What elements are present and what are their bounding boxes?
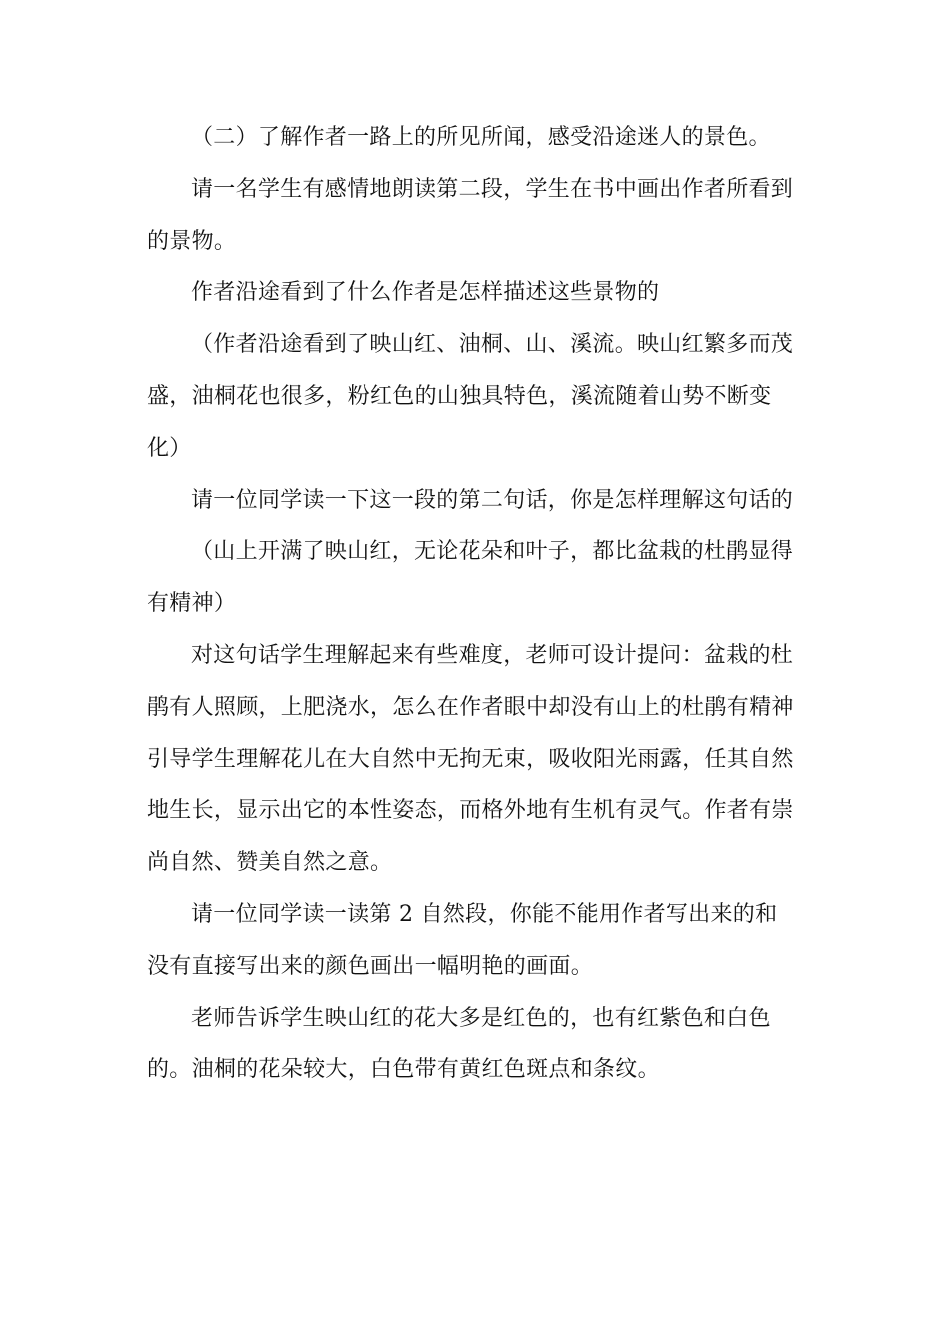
paragraph-question-second-sentence: 请一位同学读一下这一段的第二句话，你是怎样理解这句话的 xyxy=(191,487,794,513)
section-heading: （二）了解作者一路上的所见所闻，感受沿途迷人的景色。 xyxy=(191,125,771,150)
paragraph-question-scenery: 作者沿途看到了什么作者是怎样描述这些景物的 xyxy=(191,280,660,306)
paragraph-flower-colors: 老师告诉学生映山红的花大多是红色的，也有红紫色和白色的。油桐的花朵较大，白色带有黄红色斑点和条纹。 xyxy=(147,1005,771,1083)
paragraph-teacher-guidance: 对这句话学生理解起来有些难度，老师可设计提问：盆栽的杜鹃有人照顾，上肥浇水，怎么在作者眼中却没有山上的杜鹃有精神引导学生理解花儿在大自然中无拘无束，吸收阳光雨露，任其自然地生长，显示出它的本性姿态，而格外地有生机有灵气。作者有崇尚自然、赞美自然之意。 xyxy=(147,642,794,876)
paragraph-read-paragraph-two: 请一位同学读一读第 2 自然段，你能不能用作者写出来的和没有直接写出来的颜色画出一幅明艳的画面。 xyxy=(147,901,778,979)
document-body xyxy=(147,112,797,1096)
paragraph-answer-scenery: （作者沿途看到了映山红、油桐、山、溪流。映山红繁多而茂盛，油桐花也很多，粉红色的山独具特色，溪流随着山势不断变化） xyxy=(147,332,794,461)
paragraph-answer-second-sentence: （山上开满了映山红，无论花朵和叶子，都比盆栽的杜鹃显得有精神） xyxy=(147,539,794,617)
paragraph-read-second-section: 请一名学生有感情地朗读第二段，学生在书中画出作者所看到的景物。 xyxy=(147,176,794,254)
